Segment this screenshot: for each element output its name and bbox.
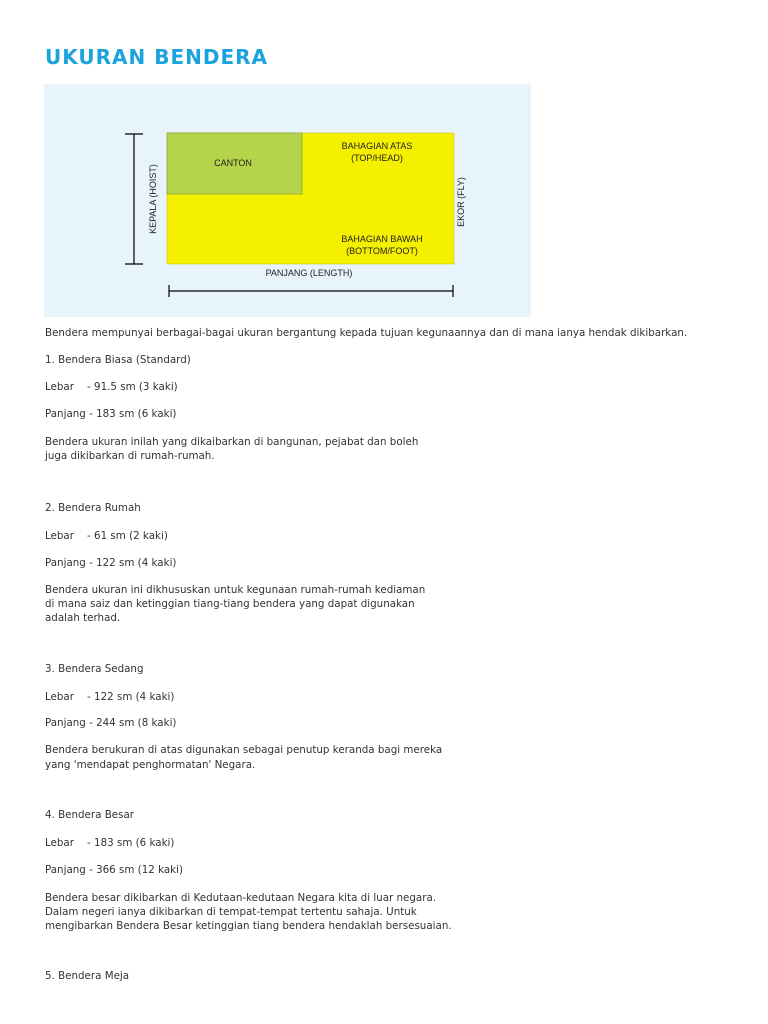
length-label: PANJANG (LENGTH)	[265, 268, 353, 278]
section-1-desc-line2: juga dikibarkan di rumah-rumah.	[45, 450, 215, 462]
flag-size-diagram	[44, 84, 531, 317]
top-label-line1: BAHAGIAN ATAS	[341, 141, 413, 151]
bottom-label-line2: (BOTTOM/FOOT)	[346, 246, 418, 256]
top-label-line2: (TOP/HEAD)	[351, 153, 403, 163]
hoist-label: KEPALA (HOIST)	[148, 164, 158, 234]
section-1-width: Lebar - 91.5 sm (3 kaki)	[45, 381, 178, 393]
fly-label: EKOR (FLY)	[456, 177, 466, 227]
section-2-desc-line2: di mana saiz dan ketinggian tiang-tiang bendera yang dapat digunakan	[45, 598, 415, 610]
section-1-length: Panjang - 183 sm (6 kaki)	[45, 408, 177, 420]
section-3-length: Panjang - 244 sm (8 kaki)	[45, 717, 177, 729]
section-4-desc-line3: mengibarkan Bendera Besar ketinggian tiang bendera hendaklah bersesuaian.	[45, 920, 452, 932]
section-1-desc-line1: Bendera ukuran inilah yang dikaibarkan di bangunan, pejabat dan boleh	[45, 436, 419, 448]
section-2-title: 2. Bendera Rumah	[45, 502, 141, 514]
section-4-title: 4. Bendera Besar	[45, 809, 135, 821]
canton-label: CANTON	[214, 158, 252, 168]
section-2-width: Lebar - 61 sm (2 kaki)	[45, 530, 168, 542]
section-3-title: 3. Bendera Sedang	[45, 663, 144, 675]
section-2-length: Panjang - 122 sm (4 kaki)	[45, 557, 177, 569]
section-4-desc-line2: Dalam negeri ianya dikibarkan di tempat-tempat tertentu sahaja. Untuk	[45, 906, 417, 918]
intro-paragraph: Bendera mempunyai berbagai-bagai ukuran bergantung kepada tujuan kegunaannya dan di mana ianya hendak dikibarkan.	[45, 327, 688, 339]
section-4-width: Lebar - 183 sm (6 kaki)	[45, 837, 175, 849]
section-4-length: Panjang - 366 sm (12 kaki)	[45, 864, 183, 876]
section-2-desc-line1: Bendera ukuran ini dikhususkan untuk kegunaan rumah-rumah kediaman	[45, 584, 426, 596]
section-2-desc-line3: adalah terhad.	[45, 612, 121, 624]
section-3-desc-line2: yang 'mendapat penghormatan' Negara.	[45, 759, 256, 771]
bottom-label-line1: BAHAGIAN BAWAH	[341, 234, 423, 244]
section-3-width: Lebar - 122 sm (4 kaki)	[45, 691, 175, 703]
page-title: UKURAN BENDERA	[45, 45, 268, 69]
section-3-desc-line1: Bendera berukuran di atas digunakan sebagai penutup keranda bagi mereka	[45, 744, 443, 756]
section-1-title: 1. Bendera Biasa (Standard)	[45, 354, 191, 366]
section-5-title: 5. Bendera Meja	[45, 970, 130, 982]
section-4-desc-line1: Bendera besar dikibarkan di Kedutaan-kedutaan Negara kita di luar negara.	[45, 892, 437, 904]
